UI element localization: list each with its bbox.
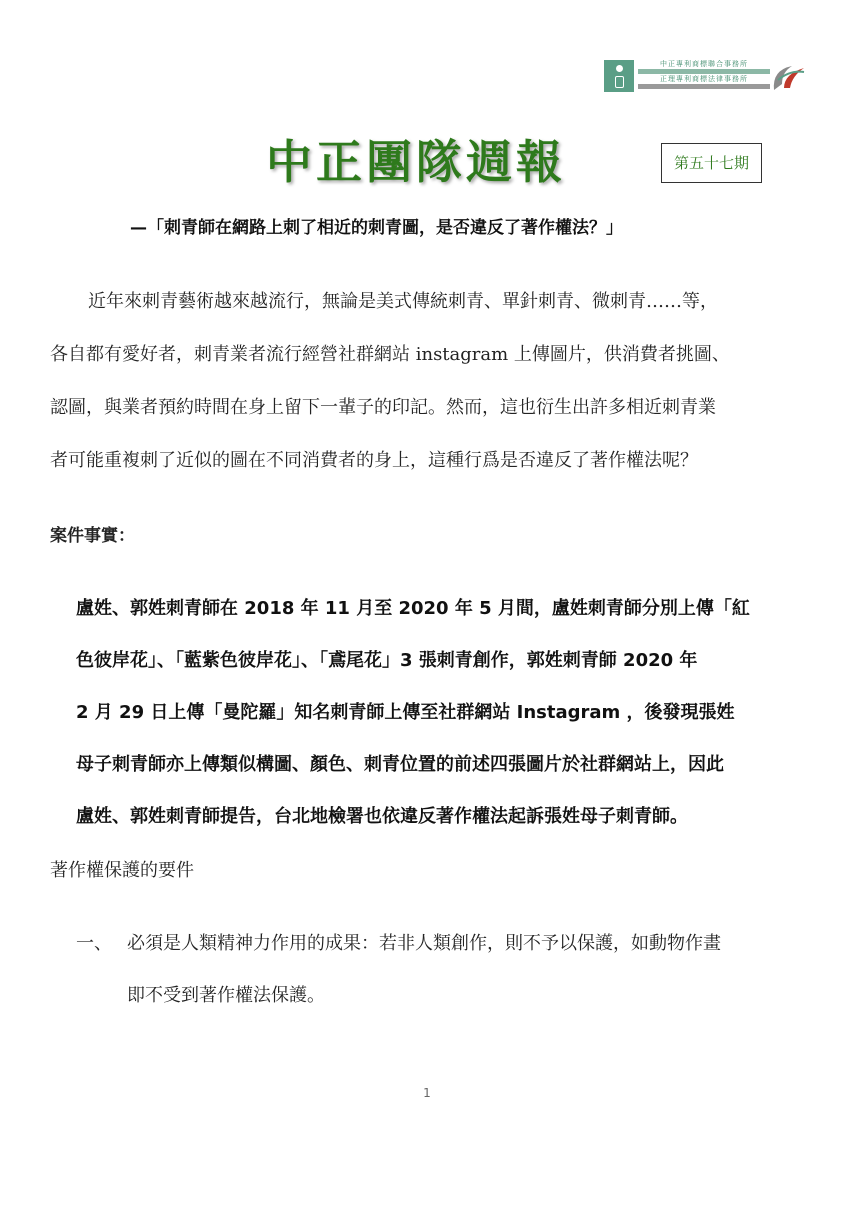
issue-number-box: 第五十七期 xyxy=(661,143,762,183)
newsletter-title: 中正團隊週報 xyxy=(266,135,566,189)
company-logo xyxy=(604,60,804,94)
page-number: 1 xyxy=(423,1086,431,1100)
logo-english-band-2 xyxy=(638,84,770,89)
logo-english-band-1 xyxy=(638,69,770,74)
paragraph-line: 各自都有愛好者，刺青業者流行經營社群網站 instagram 上傳圖片，供消費者挑圖、 xyxy=(50,344,730,365)
facts-line: 色彼岸花」、「藍紫色彼岸花」、「鳶尾花」3 張刺青創作，郭姓刺青師 2020 年 xyxy=(76,650,698,671)
facts-line: 盧姓、郭姓刺青師提告，台北地檢署也依違反著作權法起訴張姓母子刺青師。 xyxy=(76,806,688,827)
paragraph-line: 者可能重複刺了近似的圖在不同消費者的身上，這種行爲是否違反了著作權法呢？ xyxy=(50,450,698,471)
paragraph-line: 認圖，與業者預約時間在身上留下一輩子的印記。然而，這也衍生出許多相近刺青業 xyxy=(50,397,716,418)
intro-paragraph xyxy=(50,275,810,487)
article-subtitle: —「刺青師在網路上刺了相近的刺青圖，是否違反了著作權法？」 xyxy=(130,218,623,238)
logo-emblem-icon xyxy=(604,60,634,92)
list-item-line: 必須是人類精神力作用的成果：若非人類創作，則不予以保護，如動物作畫 xyxy=(127,933,721,954)
facts-heading: 案件事實： xyxy=(50,526,135,546)
logo-swoosh-icon xyxy=(770,60,806,94)
facts-line: 盧姓、郭姓刺青師在 2018 年 11 月至 2020 年 5 月間，盧姓刺青師分別上傳「紅 xyxy=(76,598,750,619)
list-item xyxy=(127,918,817,1022)
facts-line: 2 月 29 日上傳「曼陀羅」知名刺青師上傳至社群網站 Instagram ，後發現張姓 xyxy=(76,702,735,723)
logo-name-1: 中正專利商標聯合事務所 xyxy=(660,60,748,68)
requirements-heading: 著作權保護的要件 xyxy=(50,860,194,881)
facts-paragraph xyxy=(76,583,816,843)
list-item-line: 即不受到著作權法保護。 xyxy=(127,985,325,1006)
logo-name-2: 正理專利商標法律事務所 xyxy=(660,75,748,83)
paragraph-line: 近年來刺青藝術越來越流行，無論是美式傳統刺青、單針刺青、微刺青……等， xyxy=(88,291,718,312)
facts-line: 母子刺青師亦上傳類似構圖、顏色、刺青位置的前述四張圖片於社群網站上，因此 xyxy=(76,754,724,775)
list-item-number: 一、 xyxy=(76,933,112,954)
